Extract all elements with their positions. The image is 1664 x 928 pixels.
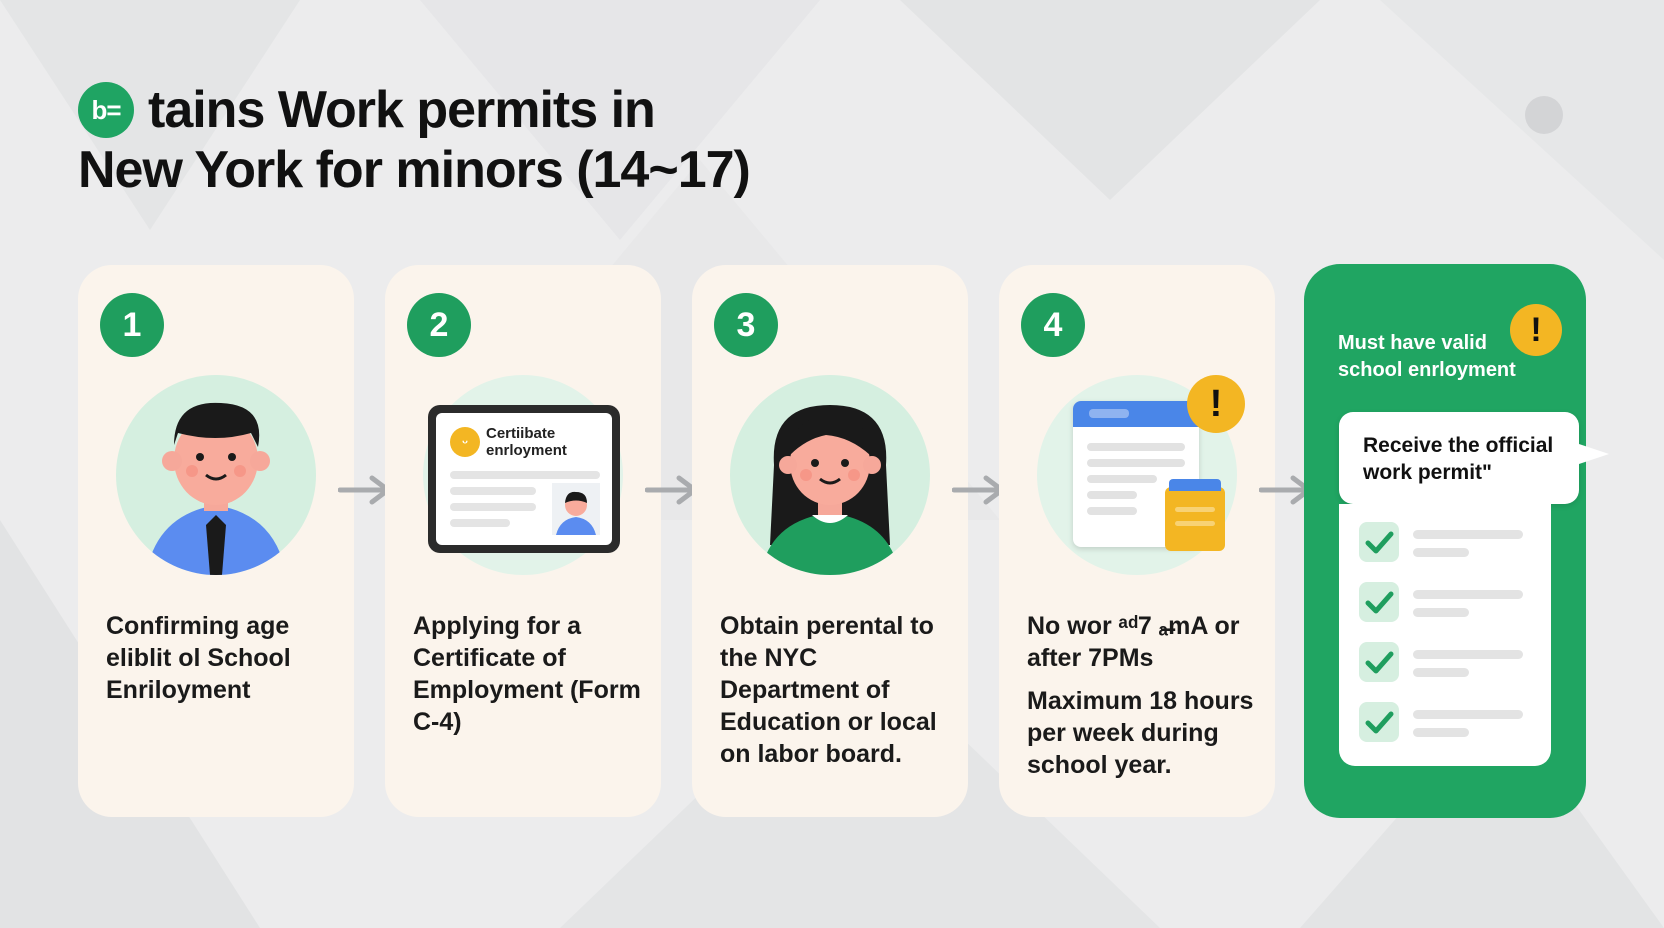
bubble-tail (1579, 444, 1609, 464)
decorative-dot (1525, 96, 1563, 134)
student-girl-icon (730, 375, 930, 575)
checkmark-icon (1359, 522, 1399, 562)
official-permit-text: Receive the official work permit" (1363, 434, 1554, 484)
checklist-item (1359, 582, 1539, 626)
step-number-badge: 4 (1021, 293, 1085, 357)
step-card-1 (78, 265, 354, 817)
title-line-2: New York for minors (14~17) (78, 141, 750, 199)
step-card-4 (999, 265, 1275, 817)
student-boy-icon (116, 375, 316, 575)
certificate-card-icon (428, 405, 620, 553)
step-description: Applying for a Certificate of Employment (Form C-4) (413, 612, 641, 736)
certificate-title: Certiibate enrloyment (486, 425, 567, 459)
checkmark-icon (1359, 702, 1399, 742)
checklist-item (1359, 702, 1539, 746)
step-description: Confirming age eliblit ol School Enriloyment (106, 612, 291, 704)
step-number-badge: 2 (407, 293, 471, 357)
step-card-3 (692, 265, 968, 817)
step-card-2 (385, 265, 661, 817)
checklist-item (1359, 642, 1539, 686)
step-description: No wor ᵃᵈ7 ₐ̶mA or after 7PMs (1027, 612, 1240, 672)
step-number-badge: 3 (714, 293, 778, 357)
final-header: Must have valid school enrloyment (1338, 332, 1516, 381)
checkmark-icon (1359, 582, 1399, 622)
folder-icon (1165, 487, 1225, 551)
official-permit-bubble (1339, 412, 1579, 504)
step-description: Obtain perental to the NYC Department of Education or local on labor board. (720, 612, 937, 768)
logo-icon: b= (78, 82, 134, 138)
id-photo-icon (552, 483, 600, 535)
checklist-item (1359, 522, 1539, 566)
page-title (78, 80, 750, 200)
warning-icon: ! (1510, 304, 1562, 356)
final-permit-card (1304, 264, 1586, 818)
step-description-secondary: Maximum 18 hours per week during school year. (1027, 687, 1254, 779)
permit-checklist (1339, 504, 1551, 766)
warning-icon: ! (1187, 375, 1245, 433)
step-number-badge: 1 (100, 293, 164, 357)
title-line-1: tains Work permits in (148, 81, 655, 139)
checkmark-icon (1359, 642, 1399, 682)
smile-badge-icon: ᵕ (450, 427, 480, 457)
